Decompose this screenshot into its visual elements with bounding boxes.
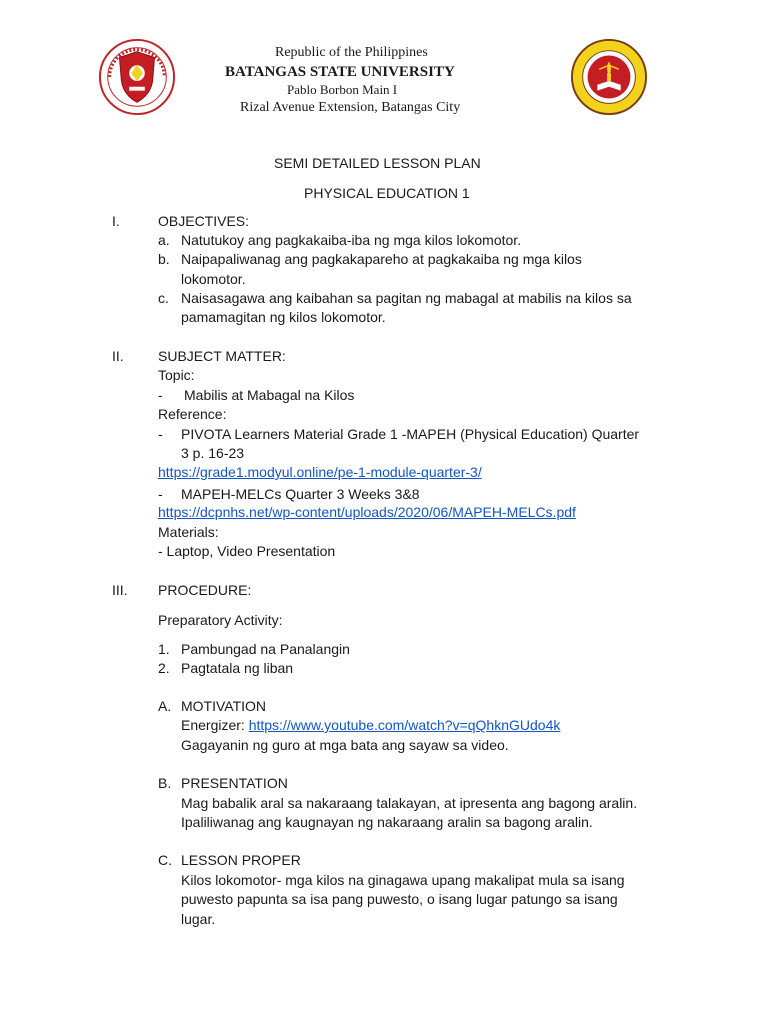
objective-b-cont: lokomotor. <box>181 271 246 287</box>
energizer-line <box>181 716 560 736</box>
presentation-heading: PRESENTATION <box>181 775 288 791</box>
section-heading-subject-matter: SUBJECT MATTER: <box>158 348 286 364</box>
header-address: Rizal Avenue Extension, Batangas City <box>240 100 461 115</box>
list-marker: b. <box>158 251 170 267</box>
objective-c: Naisasagawa ang kaibahan sa pagitan ng mabagal at mabilis na kilos sa <box>181 290 632 306</box>
list-number: 2. <box>158 660 170 676</box>
topic-text: Mabilis at Mabagal na Kilos <box>184 387 355 403</box>
batangas-state-university-seal-icon <box>98 38 176 116</box>
reference-1-link[interactable]: https://grade1.modyul.online/pe-1-module-quarter-3/ <box>158 464 482 480</box>
reference-2-link[interactable]: https://dcpnhs.net/wp-content/uploads/2020/06/MAPEH-MELCs.pdf <box>158 504 576 520</box>
section-heading-procedure: PROCEDURE: <box>158 582 252 598</box>
objective-c-cont: pamamagitan ng kilos lokomotor. <box>181 309 386 325</box>
objective-a: Natutukoy ang pagkakaiba-iba ng mga kilos lokomotor. <box>181 232 522 248</box>
list-dash: - <box>158 426 163 442</box>
section-numeral: I. <box>112 213 120 229</box>
college-of-teacher-education-seal-icon <box>570 38 648 116</box>
reference-2: MAPEH-MELCs Quarter 3 Weeks 3&8 <box>181 486 420 502</box>
motivation-heading: MOTIVATION <box>181 698 267 714</box>
materials-label: Materials: <box>158 524 219 540</box>
objective-b: Naipapaliwanag ang pagkakapareho at pagkakaiba ng mga kilos <box>181 251 582 267</box>
list-marker: B. <box>158 775 172 791</box>
list-dash: - <box>158 486 163 502</box>
list-marker: C. <box>158 852 172 868</box>
energizer-link[interactable]: https://www.youtube.com/watch?v=qQhknGUdo4k <box>248 717 561 733</box>
list-dash: - <box>158 387 163 403</box>
header-university: BATANGAS STATE UNIVERSITY <box>225 64 455 80</box>
header-campus: Pablo Borbon Main I <box>287 82 398 97</box>
lesson-text-1: Kilos lokomotor- mga kilos na ginagawa upang makalipat mula sa isang <box>181 872 625 888</box>
section-heading-objectives: OBJECTIVES: <box>158 213 250 229</box>
lesson-proper-heading: LESSON PROPER <box>181 852 301 868</box>
list-marker: a. <box>158 232 170 248</box>
lesson-text-3: lugar. <box>181 911 216 927</box>
preparatory-item-2: Pagtatala ng liban <box>181 660 294 676</box>
page-subtitle: PHYSICAL EDUCATION 1 <box>304 185 470 201</box>
reference-1: PIVOTA Learners Material Grade 1 -MAPEH (Physical Education) Quarter <box>181 426 640 442</box>
materials-text: - Laptop, Video Presentation <box>158 543 336 559</box>
page-title: SEMI DETAILED LESSON PLAN <box>274 155 481 171</box>
topic-label: Topic: <box>158 367 195 383</box>
preparatory-item-1: Pambungad na Panalangin <box>181 641 350 657</box>
energizer-label: Energizer: <box>181 717 245 733</box>
preparatory-label: Preparatory Activity: <box>158 612 283 628</box>
list-marker: c. <box>158 290 169 306</box>
reference-label: Reference: <box>158 406 227 422</box>
header-republic: Republic of the Philippines <box>275 45 428 60</box>
section-numeral: II. <box>112 348 124 364</box>
list-number: 1. <box>158 641 170 657</box>
presentation-text-2: Ipaliliwanag ang kaugnayan ng nakaraang aralin sa bagong aralin. <box>181 814 593 830</box>
list-marker: A. <box>158 698 172 714</box>
section-numeral: III. <box>112 582 128 598</box>
presentation-text-1: Mag babalik aral sa nakaraang talakayan, at ipresenta ang bagong aralin. <box>181 795 638 811</box>
motivation-text: Gagayanin ng guro at mga bata ang sayaw sa video. <box>181 737 509 753</box>
lesson-text-2: puwesto papunta sa isa pang puwesto, o isang lugar patungo sa isang <box>181 891 618 907</box>
reference-1-cont: 3 p. 16-23 <box>181 445 245 461</box>
